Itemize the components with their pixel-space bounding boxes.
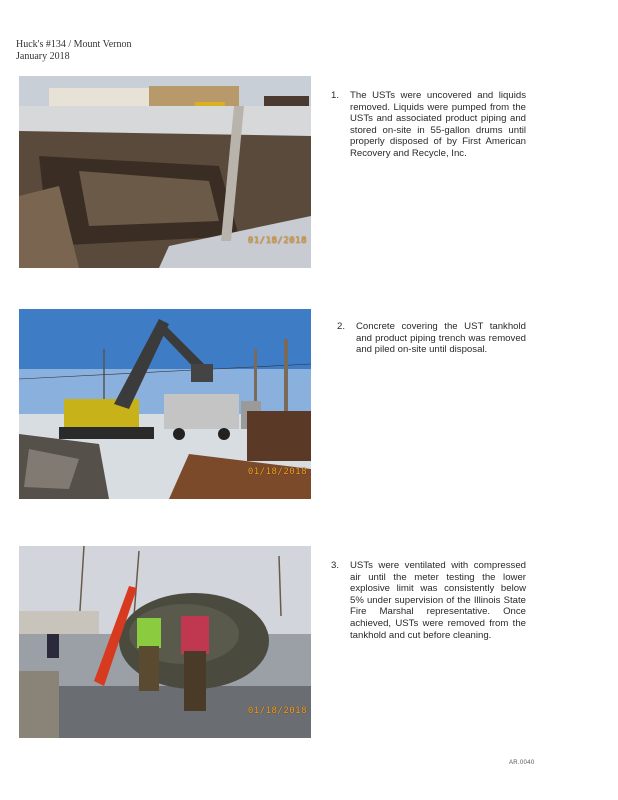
- photo-date-stamp: 01/18/2018: [247, 467, 307, 477]
- item-number: 2.: [337, 321, 346, 332]
- photo-date-stamp: 01/18/2018: [247, 236, 307, 246]
- item-caption: USTs were ventilated with compressed air until the meter testing the lower explosive limit was consistently below 5% under supervision of the Illinois State Fire Marshal representative. Once achieved, USTs were removed from the tankhold and cut before cleaning.: [350, 560, 526, 641]
- photo-excavator: [19, 309, 311, 499]
- header-site: Huck's #134 / Mount Vernon: [16, 39, 132, 50]
- item-number: 1.: [331, 90, 340, 101]
- page-identifier: AR.0040: [509, 760, 535, 766]
- photo-date-stamp: 01/18/2018: [247, 706, 307, 716]
- item-caption: The USTs were uncovered and liquids removed. Liquids were pumped from the USTs and associated product piping and stored on-site in 55-gallon drums until properly disposed of by First American Recovery and Recycle, Inc.: [350, 90, 526, 159]
- item-caption: Concrete covering the UST tankhold and product piping trench was removed and piled on-site until disposal.: [356, 321, 526, 356]
- document-header: [16, 39, 132, 63]
- header-date: January 2018: [16, 51, 70, 62]
- item-number: 3.: [331, 560, 340, 571]
- photo-excavation: [19, 76, 311, 268]
- photo-tank-removal: [19, 546, 311, 738]
